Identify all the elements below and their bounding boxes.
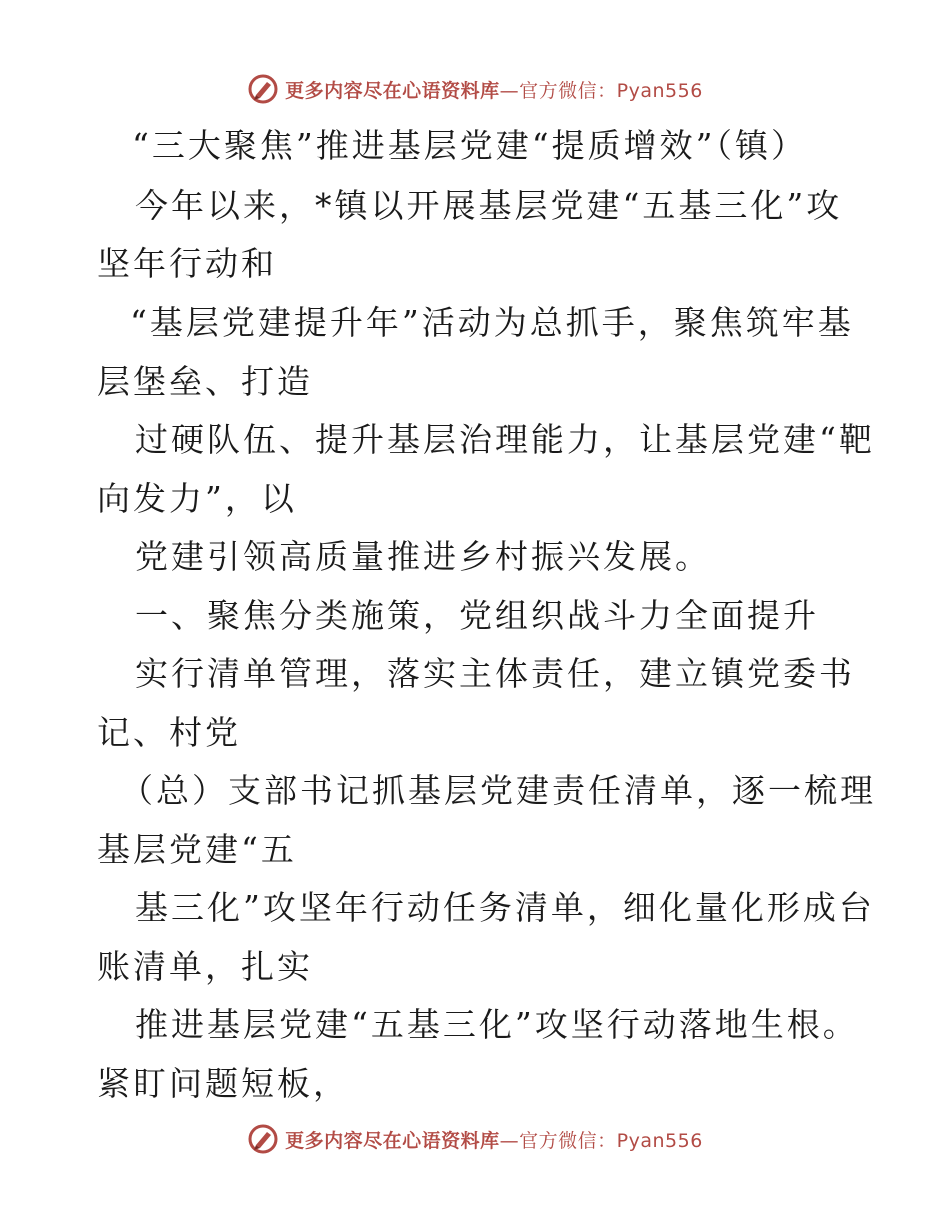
text-line: “基层党建提升年”活动为总抓手，聚焦筑牢基	[130, 303, 854, 342]
watermark-separator: —	[499, 1129, 520, 1152]
text-line: 向发力”，以	[97, 479, 297, 518]
text-line: 紧盯问题短板，	[97, 1064, 349, 1103]
document-title: “三大聚焦”推进基层党建“提质增效”（镇）	[132, 126, 807, 165]
text-line: 坚年行动和	[97, 244, 277, 283]
pen-logo-icon	[247, 1123, 279, 1155]
watermark-text	[285, 1126, 703, 1153]
text-line: 基三化”攻坚年行动任务清单，细化量化形成台	[135, 888, 875, 927]
watermark-contact: 官方微信：Pyan556	[519, 1129, 703, 1152]
watermark-brand: 更多内容尽在心语资料库	[285, 1129, 500, 1152]
watermark-brand: 更多内容尽在心语资料库	[285, 79, 500, 102]
text-line: 层堡垒、打造	[97, 362, 313, 401]
watermark-text	[285, 76, 703, 103]
watermark-header	[0, 72, 950, 106]
text-line: 党建引领高质量推进乡村振兴发展。	[135, 537, 711, 576]
text-line: （总）支部书记抓基层党建责任清单，逐一梳理	[120, 771, 876, 810]
text-line: 今年以来，*镇以开展基层党建“五基三化”攻	[135, 186, 843, 225]
watermark-footer	[0, 1122, 950, 1156]
text-line: 账清单，扎实	[97, 947, 313, 986]
text-line: 过硬队伍、提升基层治理能力，让基层党建“靶	[135, 420, 875, 459]
watermark-separator: —	[499, 79, 520, 102]
text-line: 实行清单管理，落实主体责任，建立镇党委书	[135, 654, 855, 693]
text-line: 推进基层党建“五基三化”攻坚行动落地生根。	[135, 1005, 859, 1044]
pen-logo-icon	[247, 73, 279, 105]
text-line: 基层党建“五	[97, 830, 297, 869]
watermark-contact: 官方微信：Pyan556	[519, 79, 703, 102]
section-heading: 一、聚焦分类施策，党组织战斗力全面提升	[135, 596, 819, 635]
text-line: 记、村党	[97, 713, 241, 752]
